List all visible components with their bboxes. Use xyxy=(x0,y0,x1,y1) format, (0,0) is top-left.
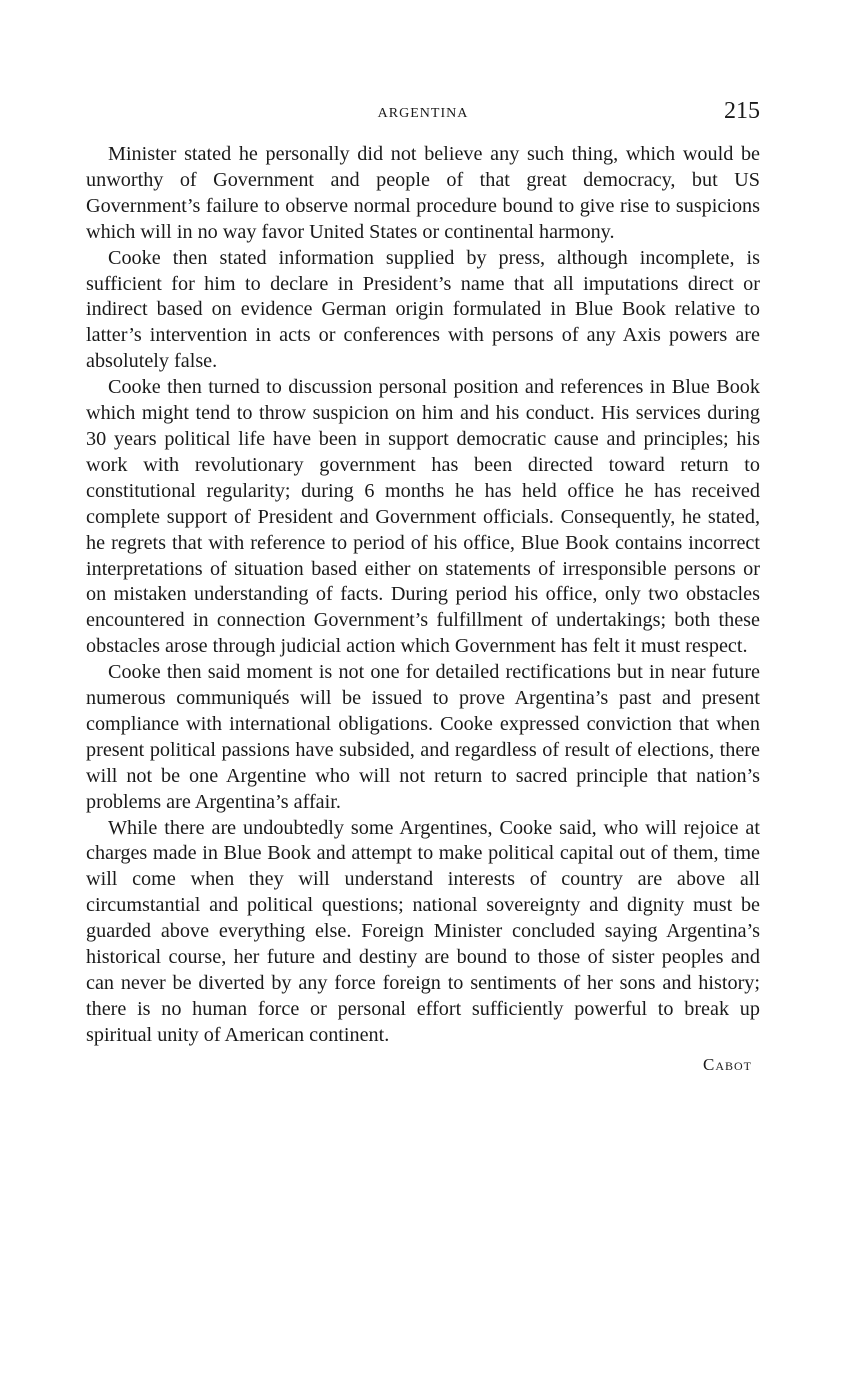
paragraph-5: While there are undoubtedly some Argentines, Cooke said, who will rejoice at charges made in Blue Book and attempt to make political capital out of them, time will come when they will understand interests of country are above all circumstantial and political questions; national sovereignty and dignity must be guarded above everything else. Foreign Minister concluded saying Argentina’s historical course, her future and destiny are bound to those of sister peoples and can never be diverted by any force foreign to sentiments of her sons and history; there is no human force or personal effort sufficiently powerful to break up spiritual unity of American continent. xyxy=(86,816,760,1046)
running-header xyxy=(86,98,760,132)
document-body xyxy=(86,142,760,1049)
paragraph-3: Cooke then turned to discussion personal position and references in Blue Book which might tend to throw suspicion on him and his conduct. His services during 30 years political life have been in support democratic cause and principles; his work with revolutionary government has been directed toward return to constitutional regularity; during 6 months he has held office he has received complete support of President and Government officials. Consequently, he stated, he regrets that with reference to period of his office, Blue Book contains incorrect interpretations of situation based either on statements of irresponsible persons or on mistaken understanding of facts. During period his office, only two obstacles encountered in connection Government’s fulfillment of undertakings; both these obstacles arose through judicial action which Government has felt it must respect. xyxy=(86,376,760,658)
running-title: ARGENTINA xyxy=(377,106,469,121)
paragraph-1: Minister stated he personally did not believe any such thing, which would be unworthy of Government and people of that great democracy, but US Government’s failure to observe normal procedure bound to give rise to suspicions which will in no way favor United States or continental harmony. xyxy=(86,143,760,243)
page-number: 215 xyxy=(724,98,760,124)
paragraph-2: Cooke then stated information supplied by press, although incomplete, is sufficient for him to declare in President’s name that all imputations direct or indirect based on evidence German origin formulated in Blue Book relative to latter’s intervention in acts or conferences with persons of any Axis powers are absolutely false. xyxy=(86,246,760,373)
document-page xyxy=(86,98,760,1075)
paragraph-4: Cooke then said moment is not one for detailed rectifications but in near future numerous communiqués will be issued to prove Argentina’s past and present compliance with international obligations. Cooke expressed conviction that when present political passions have subsided, and regardless of result of elections, there will not be one Argentine who will not return to sacred principle that nation’s problems are Argentina’s affair. xyxy=(86,661,760,813)
signature: Cabot xyxy=(702,1054,752,1074)
